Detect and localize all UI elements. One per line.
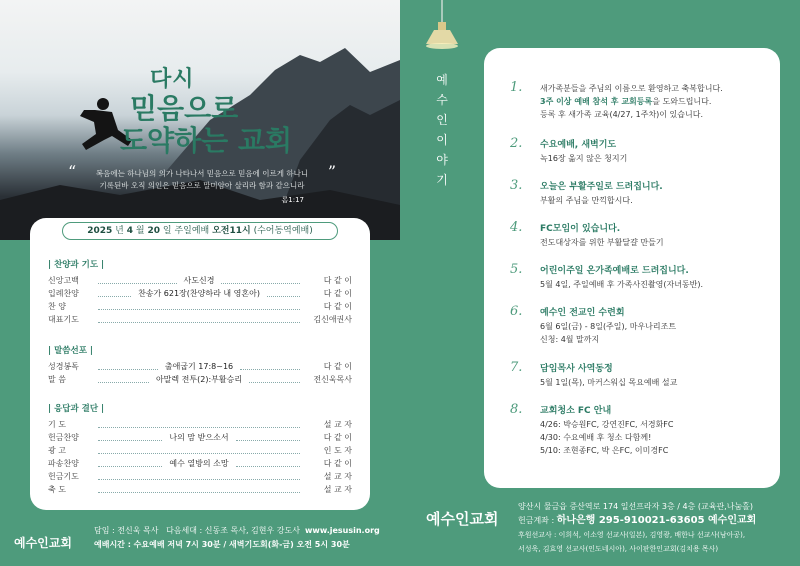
- section-title: | 찬양과 기도 |: [48, 260, 105, 270]
- news-text: 5/10: 조현종FC, 박 은FC, 이미경FC: [540, 446, 669, 455]
- section-response: [48, 402, 352, 496]
- news-item-5: [510, 264, 770, 291]
- dot-leader: [98, 474, 300, 480]
- order-row: [48, 360, 352, 373]
- date-year: 2025: [87, 226, 113, 236]
- scripture-quote: [68, 162, 336, 206]
- order-person: 다 같 이: [323, 433, 352, 442]
- dot-leader: [98, 487, 300, 493]
- news-number: 8.: [510, 402, 523, 417]
- news-heading: 교회청소 FC 안내: [540, 406, 612, 416]
- right-footer-info: [518, 500, 794, 556]
- news-text: 등록 후 새가족 교육(4/27, 1주차)이 있습니다.: [540, 110, 704, 119]
- news-number: 1.: [510, 80, 523, 95]
- order-content: 사도신경: [183, 276, 215, 285]
- news-number: 4.: [510, 220, 523, 235]
- dot-leader: [98, 304, 300, 310]
- order-row: [48, 287, 352, 300]
- vertical-char: 예: [436, 73, 448, 87]
- news-vertical-title: [432, 70, 452, 190]
- dot-leader: [98, 377, 149, 383]
- order-person: 인 도 자: [323, 446, 352, 455]
- order-item: 성경봉독: [48, 362, 79, 371]
- order-content: 출애굽기 17:8~16: [164, 362, 234, 371]
- title-line-2: 믿음으로: [130, 92, 239, 125]
- order-content: 나의 맘 받으소서: [169, 433, 229, 442]
- pastor-info: 담임 : 전신욱 목사: [94, 526, 159, 535]
- date-day-unit: 일: [162, 226, 172, 236]
- vertical-char: 인: [436, 113, 448, 127]
- dot-leader: [98, 317, 300, 323]
- news-text: 4/30: 수요예배 후 청소 다함께!: [540, 433, 652, 442]
- order-item: 찬 양: [48, 302, 66, 311]
- order-row: [48, 274, 352, 287]
- date-month-unit: 월: [135, 226, 145, 236]
- section-title: | 말씀선포 |: [48, 346, 93, 356]
- news-item-2: [510, 138, 770, 165]
- news-item-1: [510, 82, 770, 121]
- order-row: [48, 483, 352, 496]
- news-number: 2.: [510, 136, 523, 151]
- news-number: 7.: [510, 360, 523, 375]
- order-content: 아말렉 전투(2):부활승리: [155, 375, 243, 384]
- vertical-char: 수: [436, 93, 448, 107]
- news-item-6: [510, 306, 770, 346]
- order-row: [48, 470, 352, 483]
- news-heading: 담임목사 사역동정: [540, 364, 613, 374]
- order-item: 축 도: [48, 485, 66, 494]
- order-content: 예수 열방의 소망: [169, 459, 229, 468]
- news-text: 4/26: 박승원FC, 강연진FC, 서경화FC: [540, 420, 674, 429]
- news-number: 5.: [510, 262, 523, 277]
- open-quote-icon: “: [68, 162, 77, 181]
- order-row: [48, 373, 352, 386]
- vertical-char: 야: [436, 153, 448, 167]
- pendant-lamp-icon: [420, 0, 464, 60]
- order-row: [48, 418, 352, 431]
- dot-leader: [98, 364, 158, 370]
- order-person: 설 교 자: [323, 485, 352, 494]
- order-item: 말 씀: [48, 375, 66, 384]
- news-heading: 수요예배, 새벽기도: [540, 140, 617, 150]
- order-person: 설 교 자: [323, 420, 352, 429]
- order-item: 입례찬양: [48, 289, 79, 298]
- news-text: 5월 1일(목), 마커스워십 목요예배 설교: [540, 378, 678, 387]
- service-note: (수어동역예배): [253, 226, 313, 236]
- section-praise-prayer: [48, 258, 352, 326]
- left-footer-info: [94, 524, 380, 552]
- dot-leader: [98, 422, 300, 428]
- dot-leader: [221, 278, 300, 284]
- date-month: 4: [126, 226, 133, 236]
- vertical-char: 기: [436, 173, 448, 187]
- account-label: 헌금계좌 :: [518, 516, 555, 525]
- title-line-3: 도약하는 교회: [120, 124, 293, 157]
- news-text: 부활의 주님을 만끽합시다.: [540, 196, 633, 205]
- order-row: [48, 313, 352, 326]
- section-title: | 응답과 결단 |: [48, 404, 105, 414]
- news-text: 새가족분들을 주님의 이름으로 환영하고 축복합니다.: [540, 84, 723, 93]
- quote-line-2: 기록된바 오직 의인은 믿음으로 말미암아 살리라 함과 같으니라: [99, 181, 305, 190]
- dot-leader: [98, 435, 162, 441]
- order-item: 헌금찬양: [48, 433, 79, 442]
- news-text: 녹16장 옮지 않은 청지기: [540, 154, 628, 163]
- order-row: [48, 457, 352, 470]
- news-item-3: [510, 180, 770, 207]
- dot-leader: [267, 291, 300, 297]
- order-item: 신앙고백: [48, 276, 79, 285]
- dot-leader: [236, 435, 300, 441]
- news-text: 5월 4일, 주일예배 후 가족사진촬영(자녀동반).: [540, 280, 704, 289]
- dot-leader: [98, 461, 162, 467]
- order-item: 헌금기도: [48, 472, 79, 481]
- order-person: 다 같 이: [323, 276, 353, 285]
- dot-leader: [98, 278, 177, 284]
- order-person: 다 같 이: [323, 302, 352, 311]
- quote-reference: 롬1:17: [281, 196, 304, 204]
- service-date-banner: [62, 222, 338, 240]
- order-item: 파송찬양: [48, 459, 79, 468]
- news-text: 6월 6일(금) - 8일(주일), 마우나리조트: [540, 322, 677, 331]
- dot-leader: [98, 291, 131, 297]
- church-address: 양산시 물금읍 증산역로 174 일선프라자 3층 / 4층 (교육관,나눔홀): [518, 502, 754, 511]
- website-link[interactable]: www.jesusin.org: [305, 526, 380, 535]
- dot-leader: [249, 377, 300, 383]
- date-year-unit: 년: [115, 226, 124, 236]
- church-logo: 예수인교회: [426, 510, 499, 528]
- news-item-7: [510, 362, 770, 389]
- news-heading: 오늘은 부활주일로 드려집니다.: [540, 182, 663, 192]
- news-heading: FC모임이 있습니다.: [540, 224, 621, 234]
- church-logo: 예수인교회: [14, 536, 72, 550]
- date-day: 20: [147, 226, 160, 236]
- service-time: 오전11시: [212, 226, 251, 236]
- dot-leader: [98, 448, 300, 454]
- order-person: 다 같 이: [323, 289, 353, 298]
- vertical-char: 이: [436, 133, 448, 147]
- service-name: 주일예배: [174, 226, 210, 236]
- order-person: 다 같 이: [323, 459, 352, 468]
- dot-leader: [240, 364, 300, 370]
- order-item: 광 고: [48, 446, 66, 455]
- title-line-1: 다시: [150, 67, 195, 92]
- missionaries-line-1: 후원선교사 : 이희석, 이소영 선교사(일본), 김영광, 배한나 선교사(남아공),: [518, 531, 746, 539]
- news-text: 전도대상자를 위한 부활달걀 만들기: [540, 238, 664, 247]
- order-item: 대표기도: [48, 315, 79, 324]
- order-row: [48, 431, 352, 444]
- news-heading: 어린이주일 온가족예배로 드려집니다.: [540, 266, 689, 276]
- news-number: 6.: [510, 304, 523, 319]
- news-text: 신청: 4월 말까지: [540, 335, 600, 344]
- news-item-4: [510, 222, 770, 249]
- news-number: 3.: [510, 178, 523, 193]
- order-person: 다 같 이: [323, 362, 352, 371]
- order-row: [48, 444, 352, 457]
- order-row: [48, 300, 352, 313]
- section-word: [48, 344, 352, 386]
- order-item: 기 도: [48, 420, 66, 429]
- news-highlight: 3주 이상 예배 참석 후 교회등록: [540, 97, 653, 106]
- close-quote-icon: ”: [327, 162, 336, 181]
- sermon-theme-title: [120, 62, 292, 157]
- dot-leader: [236, 461, 300, 467]
- missionaries-line-2: 서성욱, 김효영 선교사(인도네시아), 사이판한인교회(김치용 목사): [518, 545, 719, 553]
- order-person: 김신애권사: [313, 315, 352, 324]
- order-person: 설 교 자: [323, 472, 352, 481]
- news-item-8: [510, 404, 770, 457]
- next-gen-info: 다음세대 : 신동조 목사, 김현우 강도사: [166, 526, 300, 535]
- order-person: 전신욱목사: [313, 375, 352, 384]
- service-times: 예배시간 : 수요예배 저녁 7시 30분 / 새벽기도회(화-금) 오전 5시 30분: [94, 540, 350, 549]
- order-content: 찬송가 621장(찬양하라 내 영혼아): [138, 289, 260, 298]
- offering-account: 하나은행 295-910021-63605 예수인교회: [556, 515, 757, 526]
- quote-line-1: 복음에는 하나님의 의가 나타나서 믿음으로 믿음에 이르게 하나니: [95, 169, 309, 178]
- news-heading: 예수인 전교인 수련회: [540, 308, 625, 318]
- news-text: 을 도와드립니다.: [652, 97, 712, 106]
